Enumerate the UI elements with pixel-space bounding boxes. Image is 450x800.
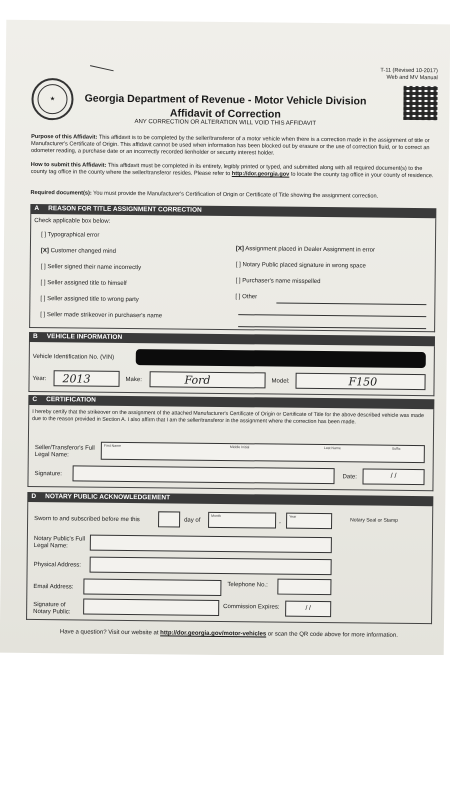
form-number-text: T-11 (Revised 10-2017) [380, 67, 438, 75]
georgia-seal-icon [31, 78, 73, 120]
physical-address-field[interactable] [90, 557, 332, 576]
year-value: 2013 [62, 372, 91, 386]
telephone-label: Telephone No.: [227, 582, 268, 589]
other-line-1[interactable] [276, 303, 426, 306]
seal-inner: ★ [37, 84, 67, 114]
year-field[interactable] [53, 370, 119, 387]
day-field[interactable] [158, 511, 180, 527]
seller-name-field[interactable] [101, 442, 425, 463]
footer-question [26, 629, 432, 639]
section-a-box [29, 214, 436, 332]
checkbox-mark: [ ] [41, 232, 47, 239]
section-b-letter: B [32, 332, 38, 341]
day-of-label: day of [184, 517, 201, 524]
commission-expires-field[interactable]: / / [285, 601, 331, 617]
option-other[interactable] [235, 294, 257, 300]
pen-mark [90, 65, 114, 71]
option-typographical[interactable] [41, 232, 99, 239]
required-paragraph [30, 190, 435, 201]
section-a-letter: A [34, 204, 40, 213]
notary-seal-label: Notary Seal or Stamp [350, 517, 398, 524]
option-strikeover-purchaser[interactable] [40, 312, 162, 319]
commission-expires-label: Commission Expires: [223, 603, 280, 611]
option-dealer-assignment[interactable] [236, 246, 375, 253]
footer-text: Have a question? Visit our website at [59, 629, 159, 637]
other-line-2[interactable] [238, 314, 426, 317]
checkbox-mark: [ ] [40, 264, 46, 271]
option-label: Purchaser's name misspelled [242, 278, 321, 285]
year-field-notary[interactable] [286, 513, 332, 529]
required-text: You must provide the Manufacturer's Certification of Origin or Certificate of Title showing the assignment correction. [93, 190, 379, 200]
option-label: Other [242, 294, 258, 301]
make-field[interactable] [149, 371, 265, 388]
option-seller-signed-incorrectly[interactable] [41, 264, 141, 271]
section-c-box [27, 405, 434, 491]
month-field[interactable] [208, 512, 276, 529]
year-sublabel: Year [289, 514, 297, 519]
option-assigned-to-himself[interactable] [41, 280, 127, 287]
first-name-sublabel: First Name [103, 443, 122, 448]
option-notary-wrong-space[interactable] [236, 262, 366, 269]
option-label: Typographical error [47, 232, 100, 239]
signature-field[interactable] [72, 465, 334, 484]
checkbox-mark: [ ] [40, 312, 46, 319]
howto-paragraph [31, 162, 436, 180]
checkbox-mark: [ ] [40, 296, 46, 303]
photo-background-top [0, 0, 450, 22]
date-label: Date: [342, 474, 357, 481]
option-wrong-party[interactable] [40, 296, 138, 303]
footer-text-after: or scan the QR code above for more information. [267, 631, 398, 639]
purpose-text: This affidavit is to be completed by the seller/transferor of a motor vehicle when there is a correction made in the assignment of title or Manufacturer's Certificate of Origin. This affidavit cannot be used when information has been blocked out by erasure or the use of correction fluid, or to correct an odometer reading, a purchase date or an incorrectly recorded lienholder or security interest holder. [30, 134, 430, 157]
model-field[interactable] [295, 373, 425, 390]
section-b-box [28, 342, 435, 396]
year-label: Year: [32, 375, 47, 383]
certification-text: I hereby certify that the strikeover on the assignment of the attached Manufacturer's Certificate of Origin or Certificate of Title for the above described vehicle was made due to the reason provided in Section A. I also affirm that I am the seller/transferor in the assignment where the correction has been made. [32, 408, 424, 425]
checkbox-mark: [ ] [235, 294, 241, 301]
form-title: Affidavit of Correction [169, 107, 281, 121]
option-purchaser-misspelled[interactable] [236, 278, 321, 285]
comma-separator: , [279, 518, 281, 525]
checkbox-mark: [ ] [235, 262, 241, 269]
section-b-title: VEHICLE INFORMATION [46, 333, 123, 341]
document-page [0, 20, 450, 658]
suffix-sublabel: Suffix [391, 446, 401, 451]
email-field[interactable] [83, 579, 221, 596]
form-subtitle: Web and MV Manual [386, 74, 438, 82]
make-value: Ford [184, 373, 211, 387]
checkbox-mark: [X] [235, 246, 244, 253]
option-label: Assignment placed in Dealer Assignment in error [245, 246, 376, 254]
signature-label: Signature: [34, 471, 62, 478]
option-label: Seller assigned title to wrong party [47, 296, 139, 304]
notary-name-label: Notary Public's Full Legal Name: [33, 536, 86, 550]
notary-signature-field[interactable] [83, 599, 219, 616]
section-d-box [26, 502, 433, 624]
notary-name-field[interactable] [90, 535, 332, 554]
howto-label: How to submit this Affidavit: [30, 161, 107, 169]
month-sublabel: Month [211, 513, 221, 518]
middle-sublabel: Middle Initial [229, 445, 250, 450]
sworn-label: Sworn to and subscribed before me this [34, 516, 140, 524]
other-line-3[interactable] [238, 326, 426, 329]
qr-code-icon[interactable] [403, 86, 437, 120]
option-label: Notary Public placed signature in wrong space [242, 262, 366, 270]
required-label: Required document(s): [30, 189, 92, 197]
section-c-letter: C [32, 395, 38, 404]
option-label: Seller signed their name incorrectly [47, 264, 142, 272]
howto-text: This affidavit must be completed in its entirety, legibly printed or typed, and submitted along with all required document(s) to the county tag office in the county where the seller/transferor resides. Please refer to [30, 162, 423, 178]
section-c-title: CERTIFICATION [46, 396, 96, 404]
void-warning: ANY CORRECTION OR ALTERATION WILL VOID THIS AFFIDAVIT [134, 119, 317, 127]
seller-name-label: Seller/Transferor's Full Legal Name: [34, 445, 95, 459]
purpose-label: Purpose of this Affidavit: [31, 133, 98, 141]
purpose-paragraph [31, 134, 436, 159]
option-customer-changed-mind[interactable] [41, 248, 116, 255]
photo-background-bottom [0, 655, 450, 800]
checkbox-mark: [ ] [40, 280, 46, 287]
email-label: Email Address: [33, 584, 74, 591]
checkbox-mark: [X] [40, 248, 49, 255]
notary-signature-label: Signature of Notary Public: [33, 602, 71, 616]
howto-text-after: to locate the county tag office in your county of residence. [290, 171, 434, 180]
model-value: F150 [348, 375, 378, 389]
make-label: Make: [125, 376, 142, 384]
option-label: Customer changed mind [50, 248, 116, 255]
last-name-sublabel: Last Name [323, 446, 341, 451]
section-d-letter: D [31, 492, 37, 501]
section-d-title: NOTARY PUBLIC ACKNOWLEDGEMENT [45, 493, 171, 502]
section-a-title: REASON FOR TITLE ASSIGNMENT CORRECTION [48, 205, 202, 214]
motor-vehicles-link[interactable]: http://dor.georgia.gov/motor-vehicles [160, 630, 267, 638]
vin-redaction [136, 349, 426, 368]
dor-link[interactable]: http://dor.georgia.gov [231, 171, 290, 178]
option-label: Seller assigned title to himself [47, 280, 127, 287]
agency-title: Georgia Department of Revenue - Motor Vehicle Division [84, 92, 367, 108]
date-field[interactable]: / / [362, 468, 424, 485]
checkbox-mark: [ ] [235, 278, 241, 285]
check-instruction: Check applicable box below: [34, 217, 111, 225]
physical-address-label: Physical Address: [33, 562, 82, 569]
option-label: Seller made strikeover in purchaser's name [46, 312, 163, 320]
telephone-field[interactable] [277, 579, 331, 596]
form-number [358, 67, 438, 82]
vin-label: Vehicle Identification No. (VIN) [32, 353, 115, 361]
model-label: Model: [271, 378, 290, 385]
